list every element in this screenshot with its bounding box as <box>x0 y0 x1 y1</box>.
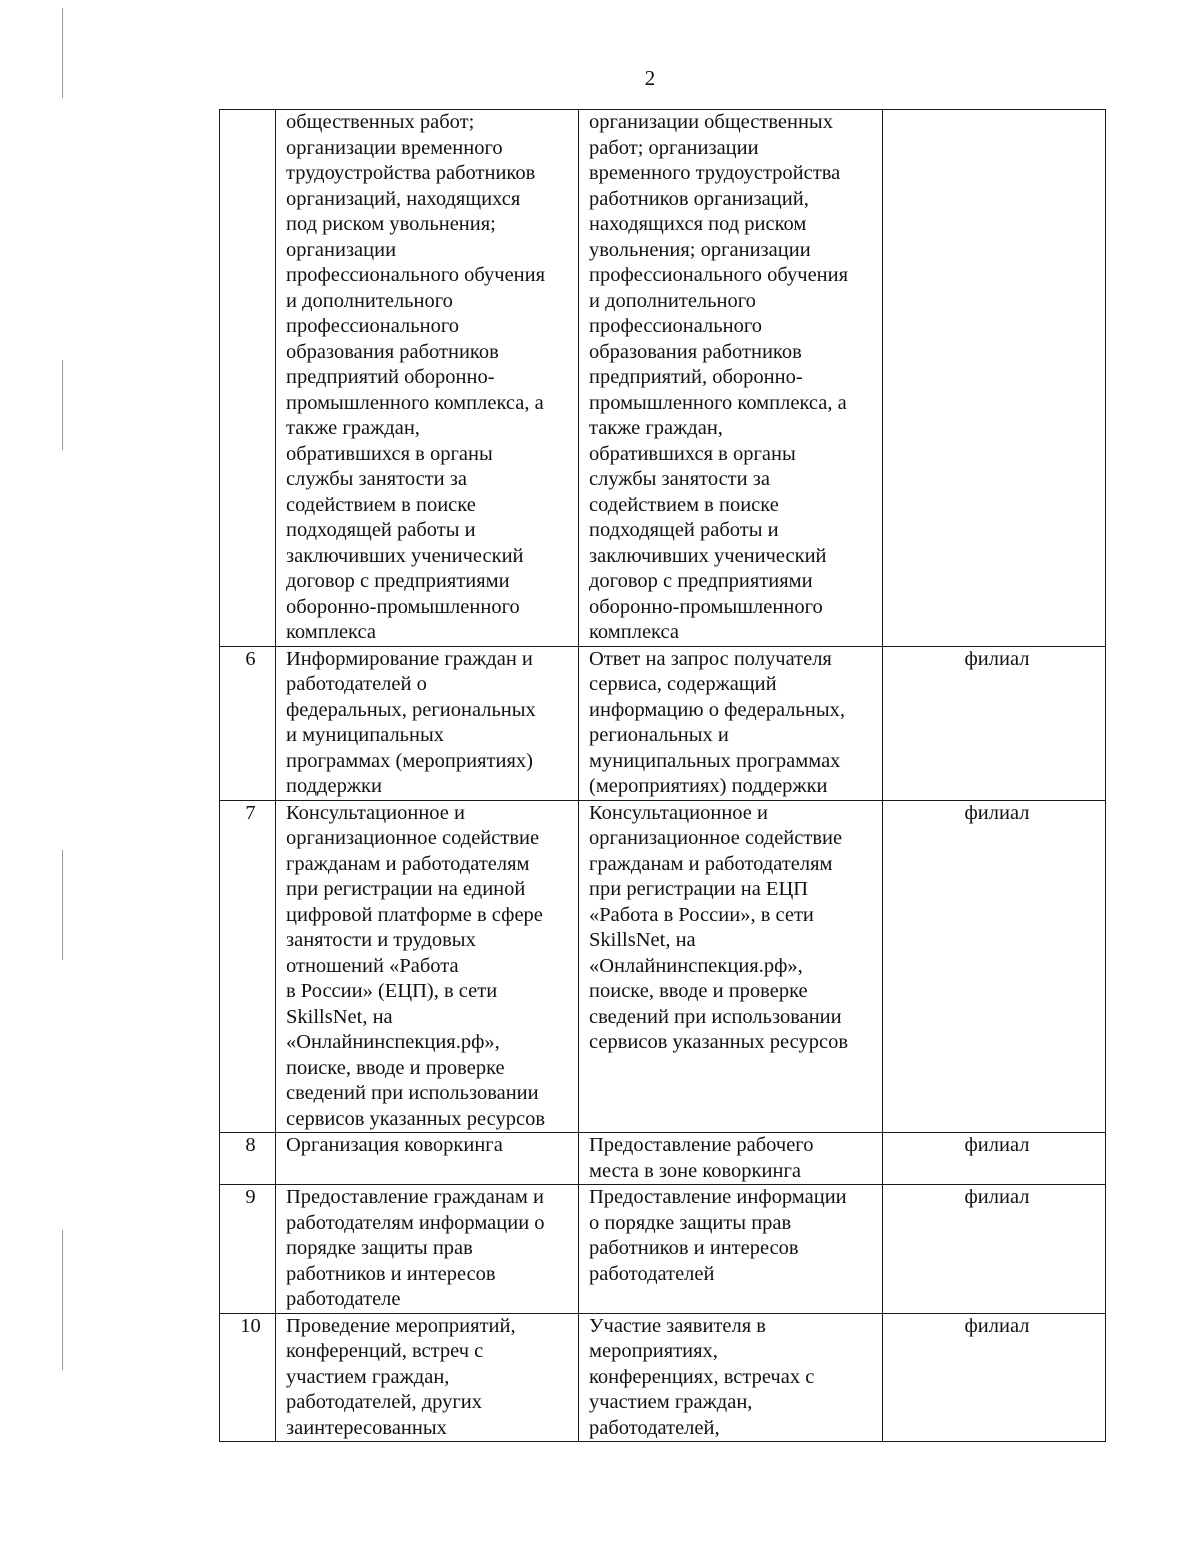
service-result-cell: Предоставление рабочего места в зоне коворкинга <box>579 1133 883 1185</box>
table-row <box>220 800 1106 1133</box>
service-result-cell: Консультационное и организационное содействие гражданам и работодателям при регистрации на ЕЦП «Работа в России», в сети SkillsNet, на «Онлайнинспекция.рф», поиске, вводе и проверке сведений при использовании сервисов указанных ресурсов <box>579 800 883 1133</box>
row-number-cell: 6 <box>220 646 276 800</box>
row-number-cell: 8 <box>220 1133 276 1185</box>
table-row <box>220 110 1106 647</box>
table-row <box>220 1133 1106 1185</box>
row-number-cell <box>220 110 276 647</box>
page-number: 2 <box>644 66 656 90</box>
table-row <box>220 1185 1106 1314</box>
responsible-cell: филиал <box>883 646 1106 800</box>
scan-edge-mark <box>62 360 63 450</box>
responsible-cell <box>883 110 1106 647</box>
row-number-cell: 10 <box>220 1313 276 1442</box>
responsible-cell: филиал <box>883 1313 1106 1442</box>
services-table <box>219 109 1106 1442</box>
service-result-cell: организации общественных работ; организации временного трудоустройства работников организаций, находящихся под риском увольнения; организации профессионального обучения и дополнительного профессионального образования работников предприятий, оборонно- промышленного комплекса, а также граждан, обратившихся в органы службы занятости за содействием в поиске подходящей работы и заключивших ученический договор с предприятиями оборонно-промышленного комплекса <box>579 110 883 647</box>
service-name-cell: общественных работ; организации временного трудоустройства работников организаций, находящихся под риском увольнения; организации профессионального обучения и дополнительного профессионального образования работников предприятий оборонно- промышленного комплекса, а также граждан, обратившихся в органы службы занятости за содействием в поиске подходящей работы и заключивших ученический договор с предприятиями оборонно-промышленного комплекса <box>276 110 579 647</box>
scan-edge-mark <box>62 1230 63 1370</box>
row-number-cell: 7 <box>220 800 276 1133</box>
service-name-cell: Информирование граждан и работодателей о федеральных, региональных и муниципальных программах (мероприятиях) поддержки <box>276 646 579 800</box>
service-result-cell: Предоставление информации о порядке защиты прав работников и интересов работодателей <box>579 1185 883 1314</box>
service-name-cell: Организация коворкинга <box>276 1133 579 1185</box>
service-name-cell: Консультационное и организационное содействие гражданам и работодателям при регистрации на единой цифровой платформе в сфере занятости и трудовых отношений «Работа в России» (ЕЦП), в сети SkillsNet, на «Онлайнинспекция.рф», поиске, вводе и проверке сведений при использовании сервисов указанных ресурсов <box>276 800 579 1133</box>
service-name-cell: Проведение мероприятий, конференций, встреч с участием граждан, работодателей, других заинтересованных <box>276 1313 579 1442</box>
service-name-cell: Предоставление гражданам и работодателям информации о порядке защиты прав работников и интересов работодателе <box>276 1185 579 1314</box>
scan-edge-mark <box>62 850 63 960</box>
responsible-cell: филиал <box>883 800 1106 1133</box>
responsible-cell: филиал <box>883 1133 1106 1185</box>
table-row <box>220 1313 1106 1442</box>
responsible-cell: филиал <box>883 1185 1106 1314</box>
table-row <box>220 646 1106 800</box>
row-number-cell: 9 <box>220 1185 276 1314</box>
service-result-cell: Ответ на запрос получателя сервиса, содержащий информацию о федеральных, региональных и муниципальных программах (мероприятиях) поддержки <box>579 646 883 800</box>
service-result-cell: Участие заявителя в мероприятиях, конференциях, встречах с участием граждан, работодателей, <box>579 1313 883 1442</box>
